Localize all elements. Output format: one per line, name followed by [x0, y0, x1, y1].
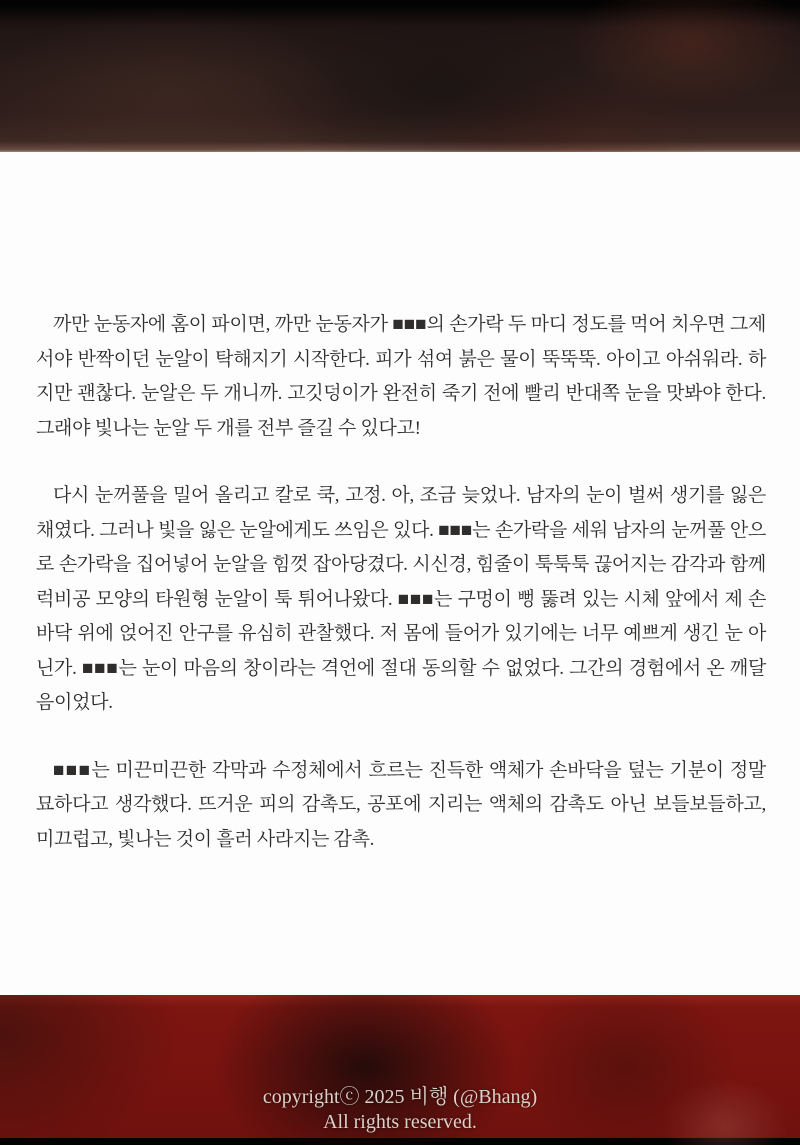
story-paragraph-3: ■■■는 미끈미끈한 각막과 수정체에서 흐르는 진득한 액체가 손바닥을 덮는 기분이 정말 묘하다고 생각했다. 뜨거운 피의 감촉도, 공포에 지리는 액체의 감촉도 아닌 보들보들하고, 미끄럽고, 빛나는 것이 흘러 사라지는 감촉.: [36, 759, 766, 850]
copyright-block: [0, 1085, 800, 1135]
rights-reserved-line: All rights reserved.: [323, 1111, 477, 1133]
copyright-line: copyrightⓒ 2025 비행 (@Bhang): [262, 1086, 538, 1108]
story-page: [0, 152, 800, 995]
blurred-photo-backdrop-bottom: [0, 995, 800, 1145]
blurred-photo-backdrop-top: [0, 0, 800, 152]
story-paragraph-2: 다시 눈꺼풀을 밀어 올리고 칼로 쿡, 고정. 아, 조금 늦었나. 남자의 눈이 벌써 생기를 잃은 채였다. 그러나 빛을 잃은 눈알에게도 쓰임은 있다. ■■■는 손가락을 세워 남자의 눈꺼풀 안으로 손가락을 집어넣어 눈알을 힘껏 잡아당겼다. 시신경, 힘줄이 툭툭툭 끊어지는 감각과 함께 럭비공 모양의 타원형 눈알이 툭 튀어나왔다. ■■■는 구멍이 뻥 뚫려 있는 시체 앞에서 제 손바닥 위에 얹어진 안구를 유심히 관찰했다. 저 몸에 들어가 있기에는 너무 예쁘게 생긴 눈 아닌가. ■■■는 눈이 마음의 창이라는 격언에 절대 동의할 수 없었다. 그간의 경험에서 온 깨달음이었다.: [36, 485, 766, 713]
story-paragraph-1: 까만 눈동자에 홈이 파이면, 까만 눈동자가 ■■■의 손가락 두 마디 정도를 먹어 치우면 그제서야 반짝이던 눈알이 탁해지기 시작한다. 피가 섞여 붉은 물이 뚝뚝뚝. 아이고 아쉬워라. 하지만 괜찮다. 눈알은 두 개니까. 고깃덩이가 완전히 죽기 전에 빨리 반대쪽 눈을 맛봐야 한다. 그래야 빛나는 눈알 두 개를 전부 즐길 수 있다고!: [36, 314, 766, 439]
